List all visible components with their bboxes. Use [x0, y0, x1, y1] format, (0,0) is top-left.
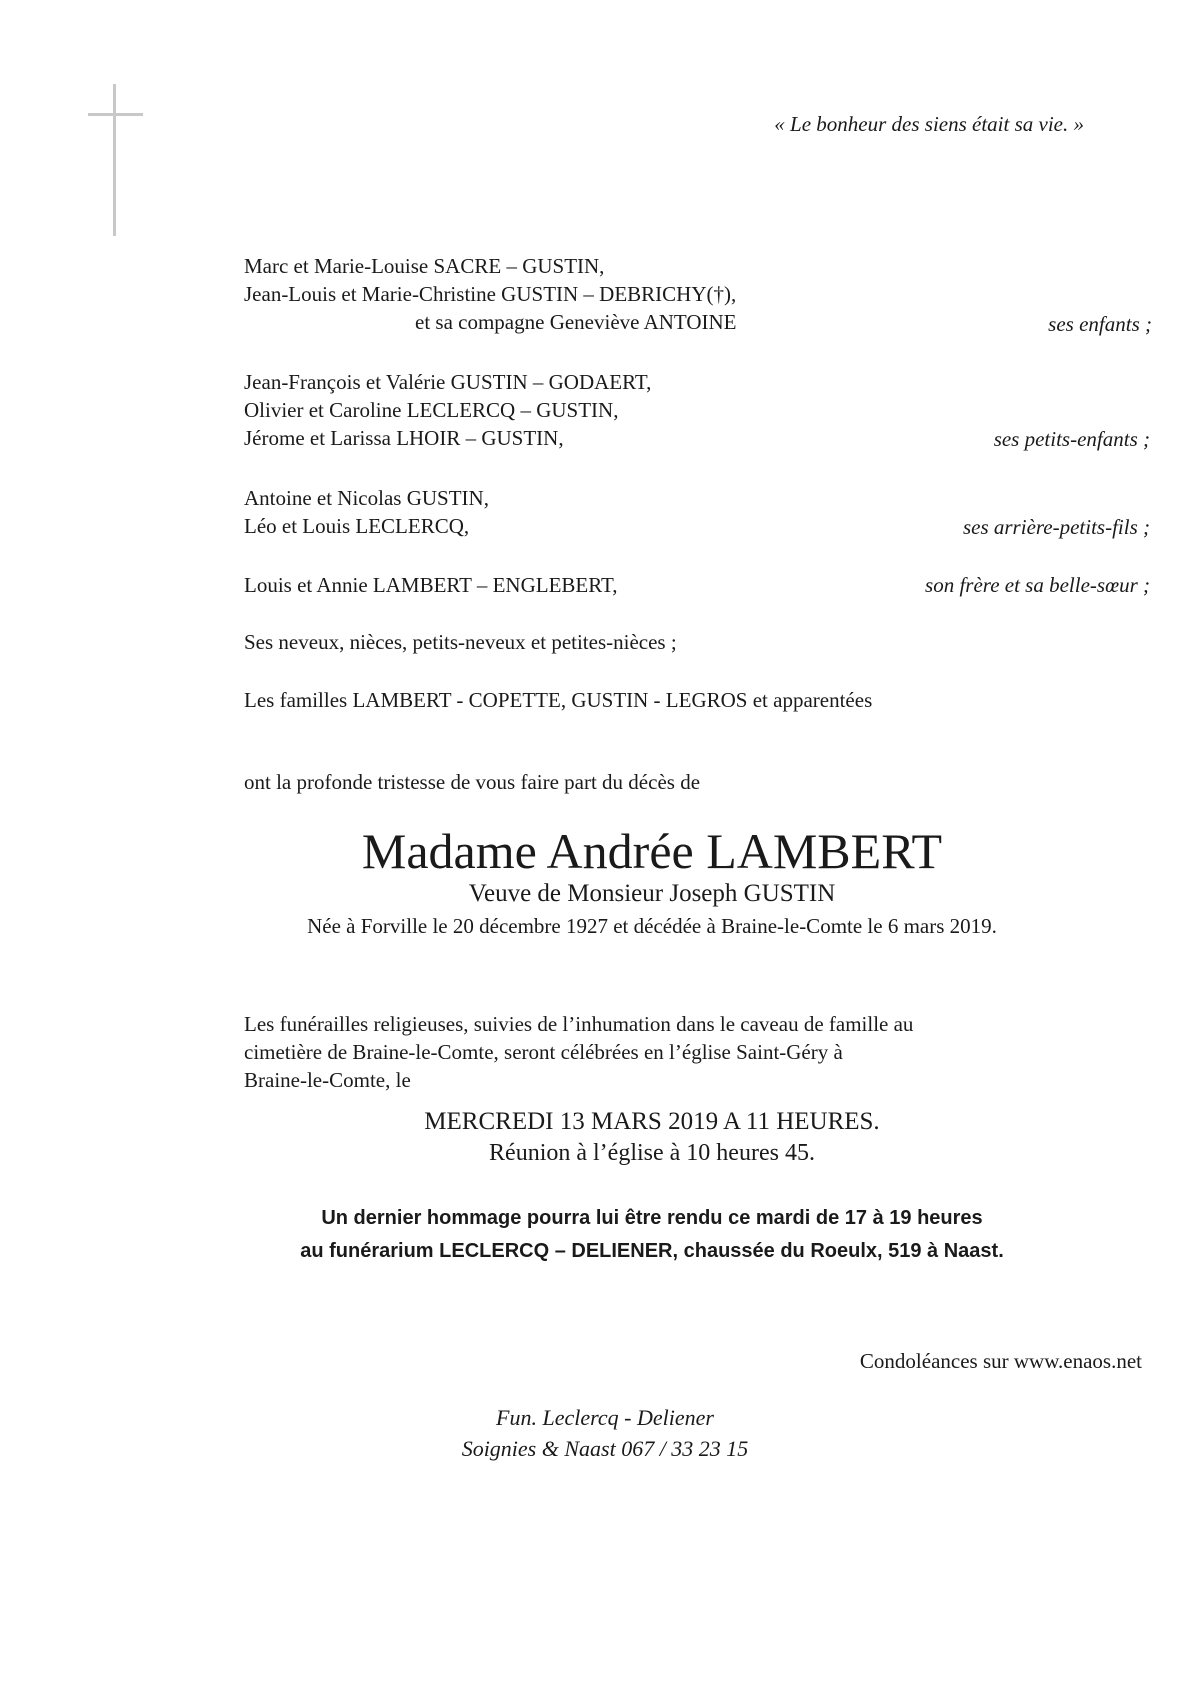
funeral-line-3: Braine-le-Comte, le [244, 1068, 411, 1092]
great-grandchildren-relation: ses arrière-petits-fils ; [962, 515, 1150, 539]
condolences-link[interactable]: Condoléances sur www.enaos.net [859, 1349, 1142, 1373]
children-line-2: Jean-Louis et Marie-Christine GUSTIN – DEBRICHY(†), [244, 282, 737, 306]
tribute-line-1: Un dernier hommage pourra lui être rendu ce mardi de 17 à 19 heures [321, 1207, 983, 1229]
families-line: Les familles LAMBERT - COPETTE, GUSTIN - LEGROS et apparentées [244, 688, 873, 712]
funeral-home-contact: Soignies & Naast 067 / 33 23 15 [461, 1436, 749, 1461]
children-relation: ses enfants ; [1048, 312, 1152, 336]
funeral-line-2: cimetière de Braine-le-Comte, seront célébrées en l’église Saint-Géry à [244, 1040, 843, 1064]
deceased-widow-of: Veuve de Monsieur Joseph GUSTIN [468, 880, 836, 907]
epitaph-quote: « Le bonheur des siens était sa vie. » [774, 112, 1084, 136]
grandchildren-line-2: Olivier et Caroline LECLERCQ – GUSTIN, [244, 398, 619, 422]
sibling-relation: son frère et sa belle-sœur ; [925, 573, 1150, 597]
tribute-line-2: au funérarium LECLERCQ – DELIENER, chaussée du Roeulx, 519 à Naast. [300, 1240, 1004, 1262]
great-grandchildren-line-2: Léo et Louis LECLERCQ, [244, 514, 470, 538]
announcement-line: ont la profonde tristesse de vous faire part du décès de [244, 770, 701, 794]
funeral-home-name: Fun. Leclercq - Deliener [496, 1405, 714, 1430]
funeral-date: MERCREDI 13 MARS 2019 A 11 HEURES. [424, 1108, 880, 1135]
children-line-1: Marc et Marie-Louise SACRE – GUSTIN, [244, 254, 605, 278]
grandchildren-relation: ses petits-enfants ; [993, 427, 1150, 451]
cross-vertical [113, 84, 116, 236]
children-line-3: et sa compagne Geneviève ANTOINE [415, 310, 737, 334]
great-grandchildren-line-1: Antoine et Nicolas GUSTIN, [244, 486, 489, 510]
grandchildren-line-3: Jérome et Larissa LHOIR – GUSTIN, [244, 426, 564, 450]
cross-horizontal [88, 113, 143, 116]
deceased-dates: Née à Forville le 20 décembre 1927 et décédée à Braine-le-Comte le 6 mars 2019. [307, 914, 997, 938]
deceased-name: Madame Andrée LAMBERT [361, 823, 943, 879]
funeral-line-1: Les funérailles religieuses, suivies de l’inhumation dans le caveau de famille au [244, 1012, 914, 1036]
grandchildren-line-1: Jean-François et Valérie GUSTIN – GODAERT, [244, 370, 652, 394]
funeral-meeting: Réunion à l’église à 10 heures 45. [489, 1140, 815, 1166]
nephews-line: Ses neveux, nièces, petits-neveux et petites-nièces ; [244, 630, 677, 654]
sibling-line: Louis et Annie LAMBERT – ENGLEBERT, [244, 573, 618, 597]
